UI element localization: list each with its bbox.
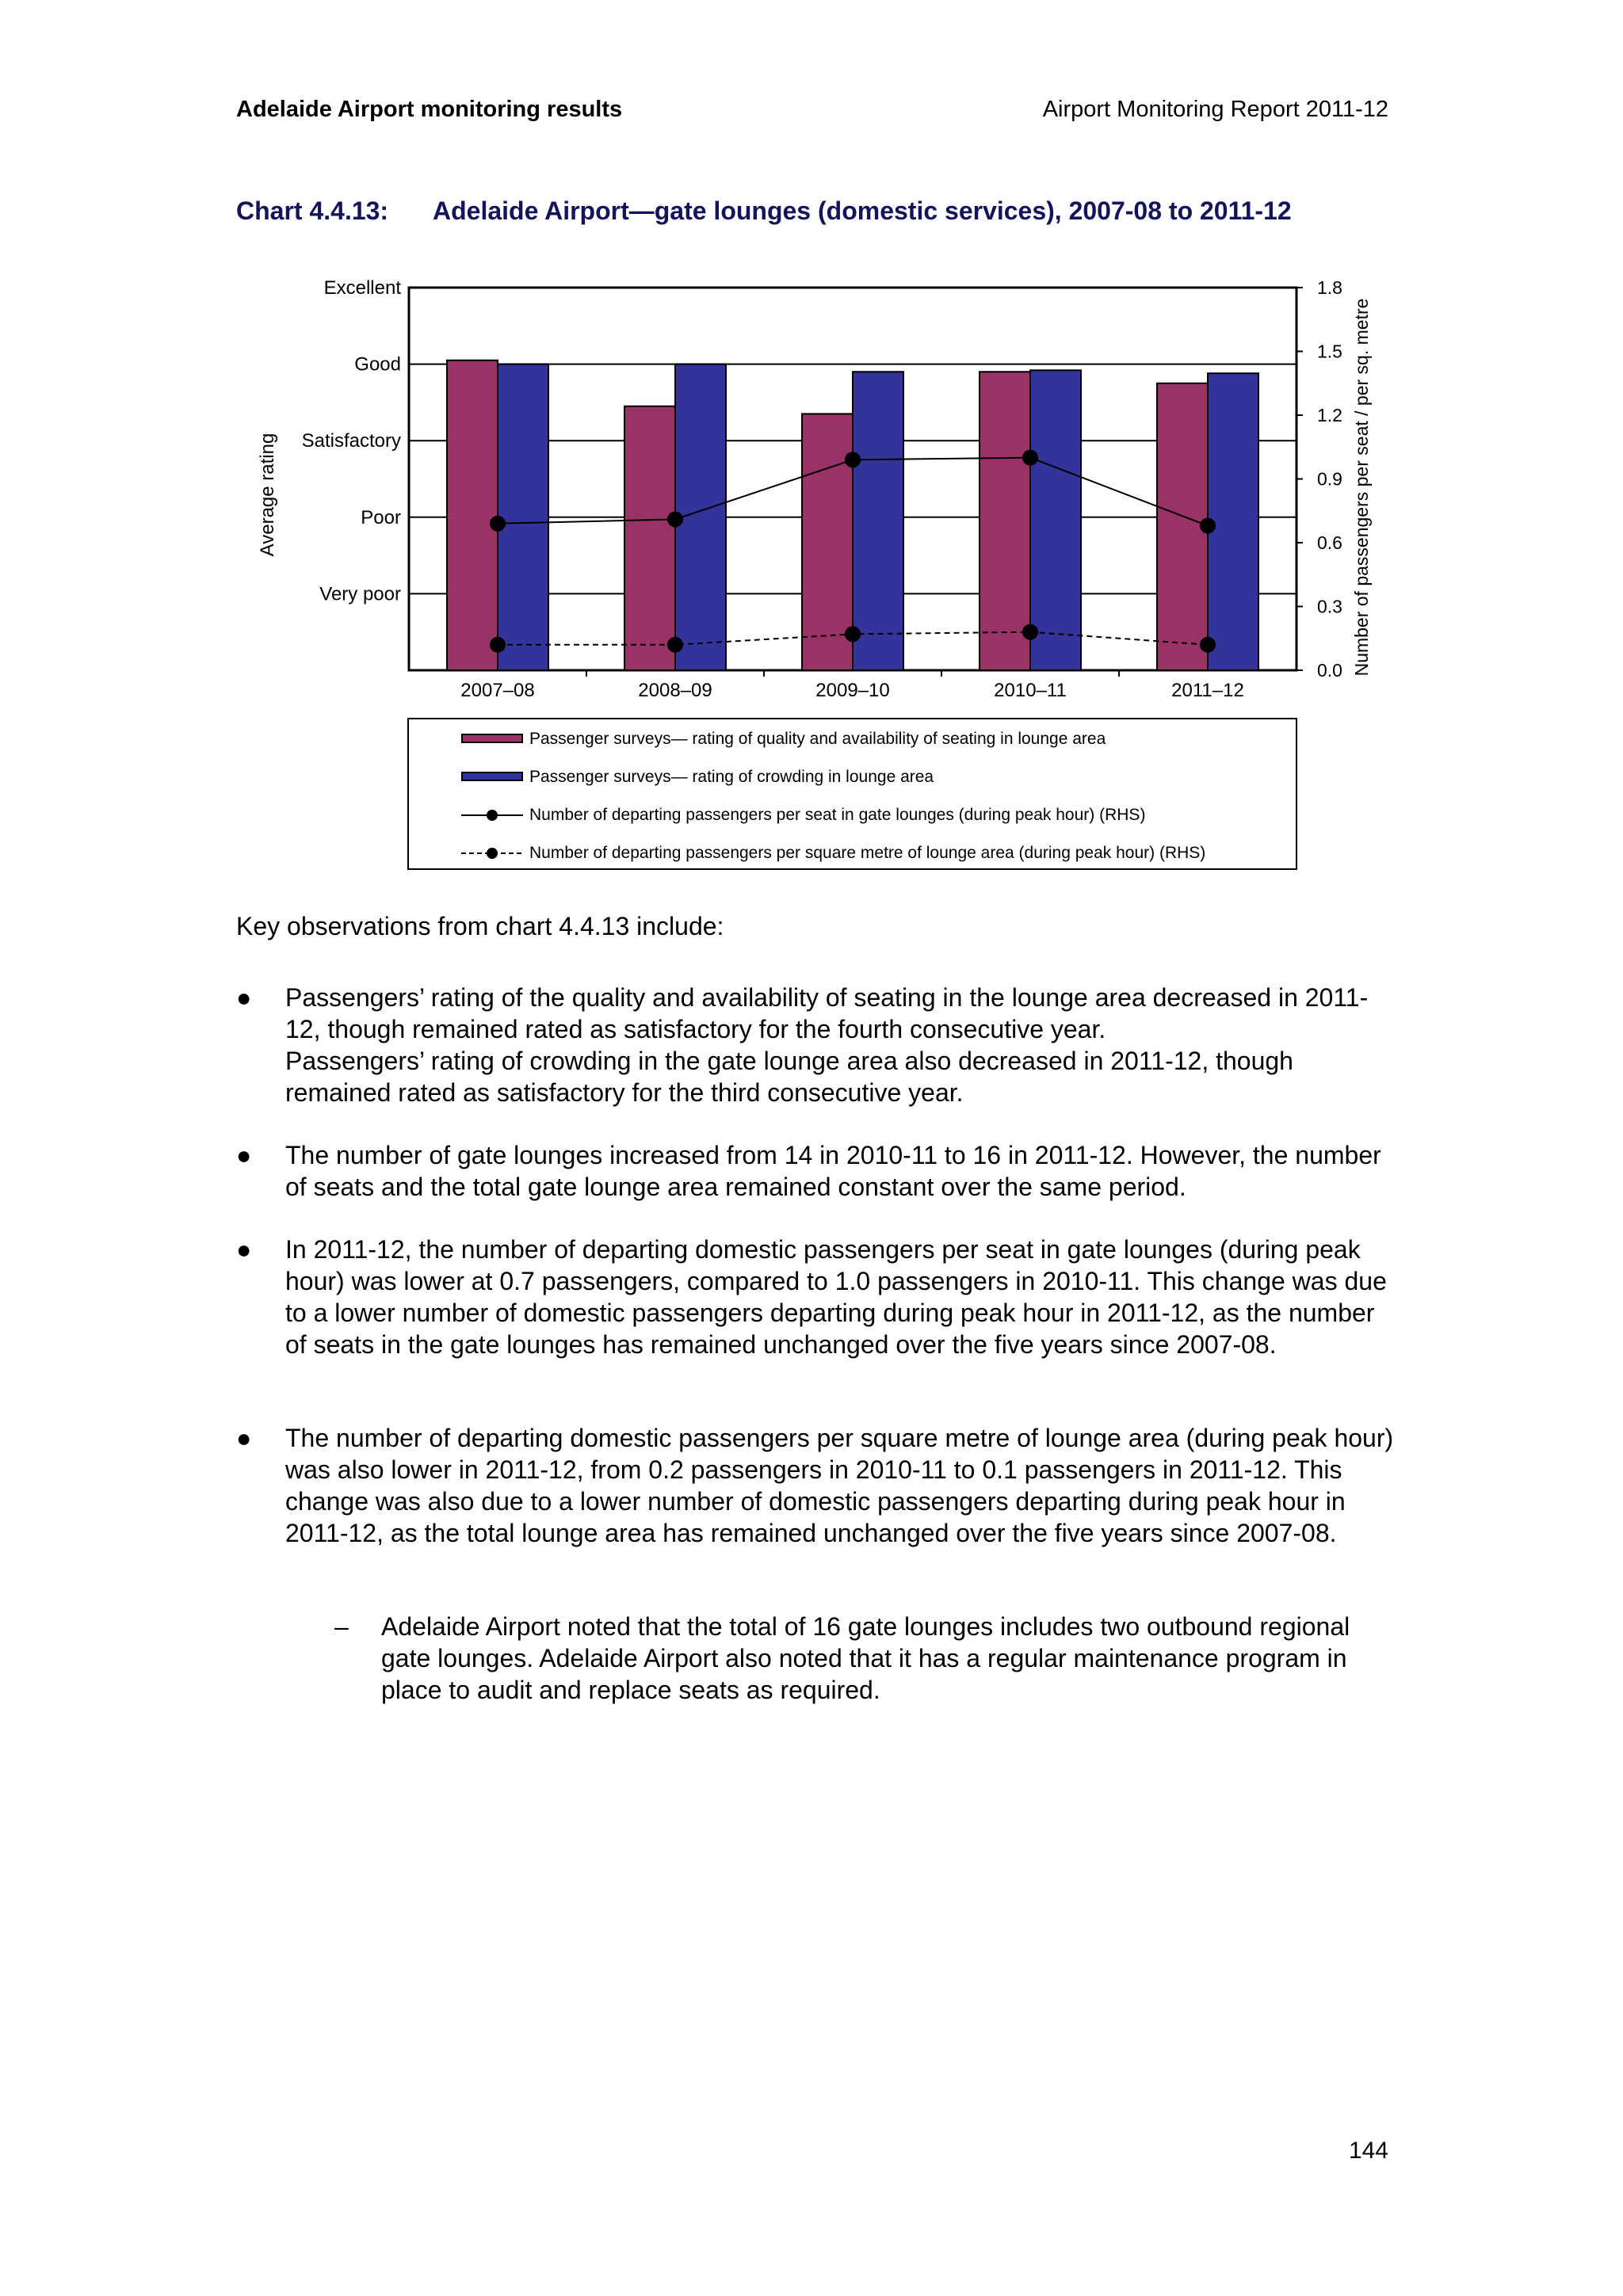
- legend-label: Number of departing passengers per square metre of lounge area (during peak hour) (RHS): [529, 844, 1206, 862]
- observation-1-para-2: Passengers’ rating of crowding in the gate lounge area also decreased in 2011-12, though remained rated as satisfactory for the third consecutive year.: [285, 1047, 1293, 1107]
- observation-4-para-1: The number of departing domestic passengers per square metre of lounge area (during peak hour) was also lower in 2011-12, from 0.2 passengers in 2010-11 to 0.1 passengers in 2011-12. This change was also due to a lower number of domestic passengers departing during peak hour in 2011-12, as the total lounge area has remained unchanged over the five years since 2007-08.: [285, 1424, 1394, 1547]
- point-per-sqm: [667, 637, 683, 653]
- right-tick-label: 0.0: [1317, 660, 1342, 681]
- legend-swatch-seating: [461, 734, 523, 743]
- x-tick-label: 2008–09: [638, 680, 712, 701]
- legend-swatch-crowding: [461, 772, 523, 781]
- bar-crowding: [853, 372, 903, 670]
- point-per-seat: [1200, 518, 1216, 534]
- legend-label: Number of departing passengers per seat in gate lounges (during peak hour) (RHS): [529, 806, 1146, 824]
- left-tick-label: Good: [354, 353, 401, 376]
- chart-title-text: Adelaide Airport—gate lounges (domestic services), 2007-08 to 2011-12: [433, 196, 1292, 225]
- bar-seating: [447, 360, 498, 670]
- point-per-sqm: [490, 637, 506, 653]
- right-tick-label: 0.6: [1317, 532, 1342, 553]
- observation-sub-note: Adelaide Airport noted that the total of 16 gate lounges includes two outbound regional gate lounges. Adelaide Airport also noted that it has a regular maintenance program in place to audit and replace seats as required.: [381, 1612, 1350, 1704]
- bar-seating: [802, 414, 853, 670]
- legend-label: Passenger surveys— rating of quality and availability of seating in lounge area: [529, 730, 1106, 748]
- observation-3-para-1: In 2011-12, the number of departing domestic passengers per seat in gate lounges (during peak hour) was lower at 0.7 passengers, compared to 1.0 passengers in 2010-11. This change was due to a lower number of domestic passengers departing during peak hour in 2011-12, as the number of seats in the gate lounges has remained unchanged over the five years since 2007-08.: [285, 1235, 1387, 1359]
- observation-1: [285, 982, 1395, 1108]
- point-per-sqm: [845, 626, 861, 642]
- observation-3: [285, 1234, 1395, 1360]
- bullet-marker: ●: [236, 1235, 252, 1264]
- x-tick-label: 2011–12: [1171, 680, 1244, 701]
- page-number: 144: [1348, 2138, 1388, 2164]
- observation-1-para-1: Passengers’ rating of the quality and availability of seating in the lounge area decreased in 2011-12, though remained rated as satisfactory for the fourth consecutive year.: [285, 983, 1369, 1043]
- left-tick-label: Excellent: [323, 277, 401, 299]
- observation-4: [285, 1422, 1395, 1549]
- point-per-seat: [1022, 450, 1038, 466]
- header-section-title: Adelaide Airport monitoring results: [236, 97, 623, 122]
- bullet-marker: ●: [236, 983, 252, 1012]
- observation-2-para-1: The number of gate lounges increased from 14 in 2010-11 to 16 in 2011-12. However, the number of seats and the total gate lounge area remained constant over the same period.: [285, 1141, 1381, 1201]
- right-tick-label: 1.2: [1317, 405, 1342, 425]
- observations-intro: Key observations from chart 4.4.13 include:: [236, 912, 724, 940]
- right-tick-label: 1.8: [1317, 277, 1342, 298]
- left-tick-label: Satisfactory: [301, 430, 401, 452]
- bar-seating: [624, 406, 675, 670]
- point-per-seat: [667, 511, 683, 527]
- legend-line-dashed-icon: [461, 841, 523, 865]
- bullet-marker: ●: [236, 1424, 252, 1452]
- left-tick-label: Poor: [361, 506, 401, 528]
- point-per-seat: [490, 516, 506, 532]
- left-tick-label: Very poor: [319, 583, 401, 605]
- dash-marker: –: [334, 1612, 349, 1641]
- point-per-sqm: [1200, 637, 1216, 653]
- x-tick-label: 2010–11: [994, 680, 1067, 701]
- point-per-sqm: [1022, 624, 1038, 640]
- point-per-seat: [845, 452, 861, 467]
- bar-crowding: [1208, 373, 1258, 670]
- bar-crowding: [498, 364, 548, 670]
- legend-line-solid-icon: [461, 803, 523, 827]
- bullet-marker: ●: [236, 1141, 252, 1169]
- legend-label: Passenger surveys— rating of crowding in lounge area: [529, 768, 934, 786]
- chart-legend: [407, 718, 1297, 870]
- chart-number: Chart 4.4.13:: [236, 196, 389, 225]
- gate-lounges-chart: [0, 0, 1623, 729]
- bar-crowding: [1030, 370, 1081, 670]
- bar-seating: [980, 372, 1030, 670]
- right-tick-label: 0.9: [1317, 468, 1342, 490]
- x-tick-label: 2007–08: [460, 680, 535, 701]
- right-tick-label: 1.5: [1317, 341, 1342, 362]
- x-tick-label: 2009–10: [815, 680, 890, 701]
- left-axis-label: Average rating: [257, 433, 278, 557]
- right-axis-label: Number of passengers per seat / per sq. metre: [1351, 298, 1372, 677]
- header-report-title: Airport Monitoring Report 2011-12: [1042, 97, 1388, 122]
- right-tick-label: 0.3: [1317, 596, 1342, 617]
- observation-2: [285, 1139, 1395, 1203]
